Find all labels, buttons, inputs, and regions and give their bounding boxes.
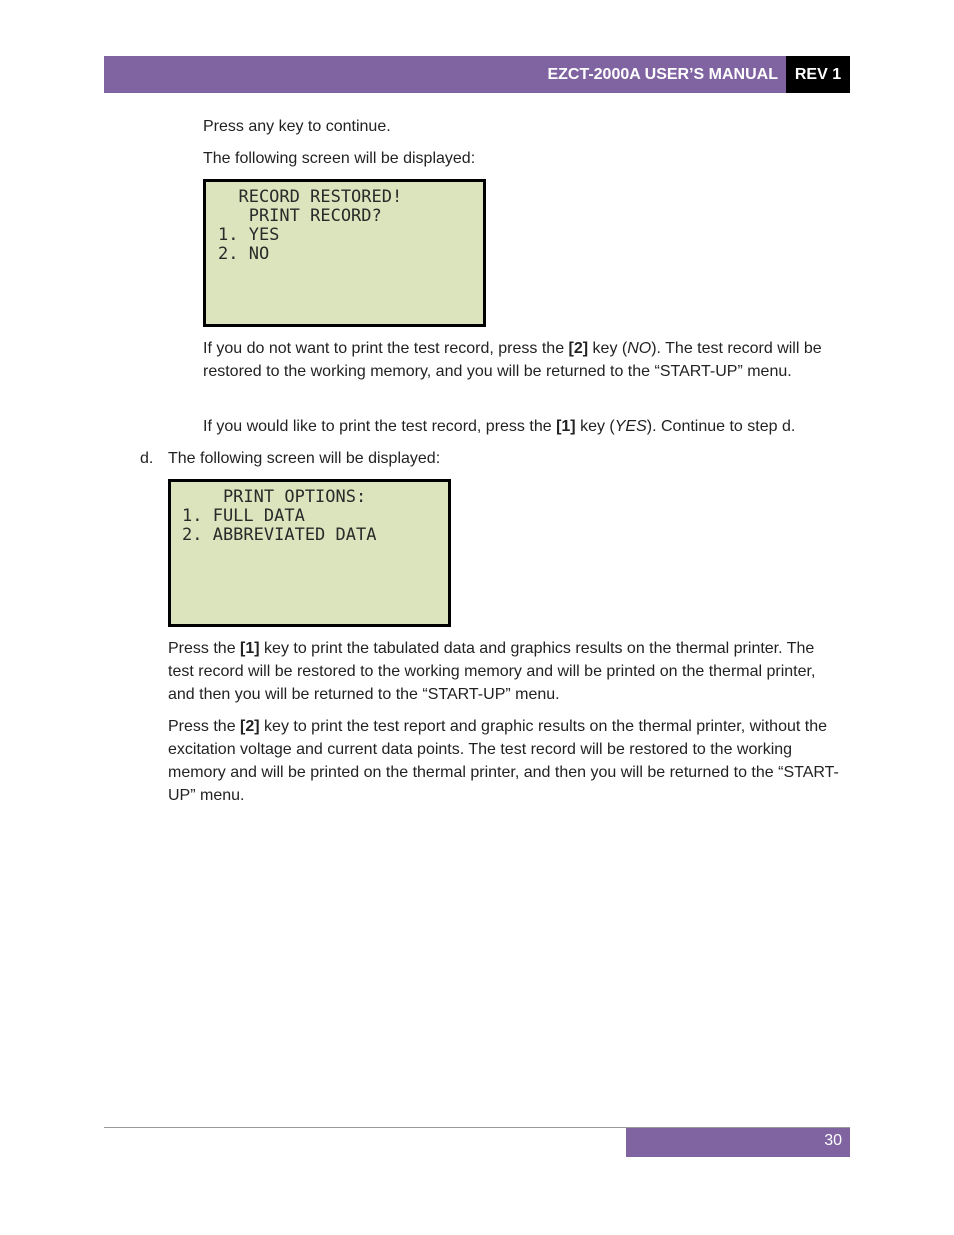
- lcd-line: 1. YES: [218, 225, 280, 245]
- lcd-line: 2. NO: [218, 244, 270, 264]
- lcd-line: 1. FULL DATA: [182, 506, 305, 526]
- footer-bar: [626, 1128, 850, 1157]
- lcd-screen-print-options: [168, 479, 451, 627]
- step-letter-d: d.: [140, 450, 154, 467]
- page-number: 30: [824, 1132, 842, 1149]
- instruction-print-yes: If you would like to print the test record, press the [1] key (YES). Continue to step d.: [203, 418, 796, 435]
- header-bar: [104, 56, 786, 93]
- instruction-abbreviated-data: Press the [2] key to print the test report and graphic results on the thermal printer, without the excitation voltage and current data points. The test record will be restored to the working memory and will be printed on the thermal printer, and then you will be returned to the “START-UP” menu.: [168, 718, 839, 804]
- key-1: [1]: [240, 640, 260, 657]
- instruction-screen-displayed: The following screen will be displayed:: [203, 150, 476, 167]
- step-d-text: The following screen will be displayed:: [168, 450, 441, 467]
- revision-badge: REV 1: [786, 56, 850, 93]
- lcd-line: PRINT RECORD?: [218, 206, 382, 226]
- lcd-line: PRINT OPTIONS:: [182, 487, 367, 507]
- lcd-line: RECORD RESTORED!: [218, 187, 403, 207]
- instruction-press-any-key: Press any key to continue.: [203, 118, 391, 135]
- key-2: [2]: [240, 718, 260, 735]
- lcd-screen-record-restored: [203, 179, 486, 327]
- instruction-do-not-print: If you do not want to print the test record, press the [2] key (NO). The test record will be restored to the working memory, and you will be returned to the “START-UP” menu.: [203, 340, 822, 380]
- key-1: [1]: [556, 418, 576, 435]
- instruction-full-data: Press the [1] key to print the tabulated data and graphics results on the thermal printer. The test record will be restored to the working memory and will be printed on the thermal printer, and then you will be returned to the “START-UP” menu.: [168, 640, 816, 703]
- manual-title: EZCT-2000A USER’S MANUAL: [547, 66, 778, 83]
- key-2: [2]: [568, 340, 589, 357]
- lcd-line: 2. ABBREVIATED DATA: [182, 525, 377, 545]
